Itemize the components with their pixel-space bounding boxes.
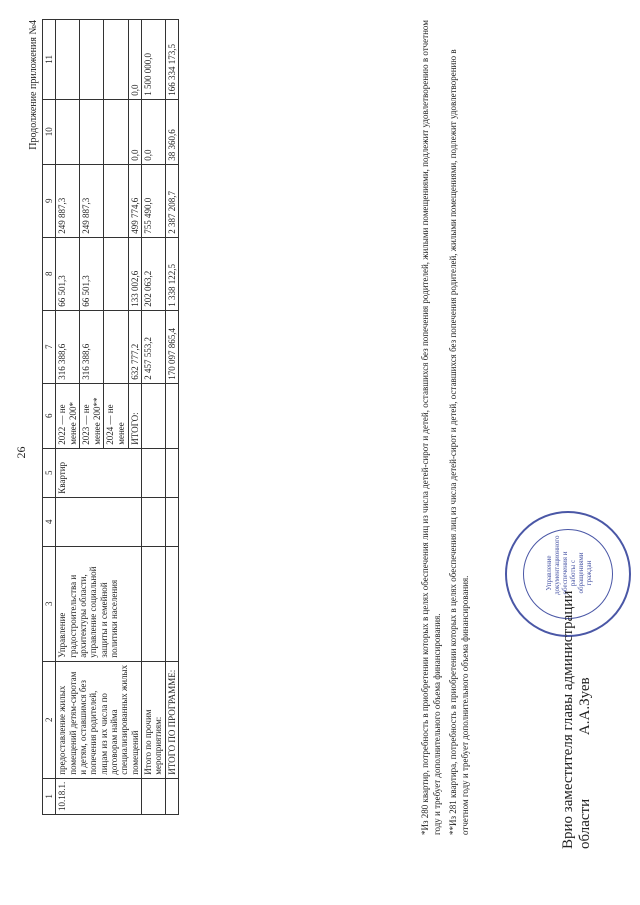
measure-name: предоставление жилых помещений детям-сиротам и детям, оставшимся без попечения родителей, лицам из их числа по договорам найма специализированных жилых помещений	[56, 661, 142, 778]
value-cell: 316 388,6	[80, 310, 104, 383]
value-cell: 66 501,3	[56, 237, 80, 310]
signature-line2	[577, 591, 594, 849]
target-cell	[165, 383, 178, 448]
value-cell: 755 490,0	[142, 164, 166, 237]
value-cell: 1 500 000,0	[142, 20, 166, 100]
header-cell: 8	[43, 237, 56, 310]
header-cell: 3	[43, 546, 56, 661]
value-cell: 0,0	[142, 99, 166, 164]
page-number: 26	[14, 446, 28, 459]
executor	[165, 546, 178, 661]
header-cell: 9	[43, 164, 56, 237]
value-cell: 499 774,6	[128, 164, 142, 237]
header-cell: 6	[43, 383, 56, 448]
value-cell: 170 097 865,4	[165, 310, 178, 383]
measure-name: Итого по прочим мероприятиям:	[142, 661, 166, 778]
unit: Квартир	[56, 448, 142, 497]
signature-title: Врио заместителя главы администрации	[560, 590, 576, 849]
value-cell	[80, 20, 104, 100]
stamp-text: Управление документационного обеспечения и работы с обращениями граждан	[545, 535, 593, 595]
value-cell: 316 388,6	[56, 310, 80, 383]
value-cell	[104, 164, 128, 237]
value-cell	[104, 310, 128, 383]
executor	[142, 546, 166, 661]
unit	[142, 448, 166, 497]
value-cell: 133 002,6	[128, 237, 142, 310]
measure-name: ИТОГО ПО ПРОГРАММЕ:	[165, 661, 178, 778]
signature-block	[560, 591, 593, 849]
value-cell: 202 063,2	[142, 237, 166, 310]
value-cell	[56, 99, 80, 164]
value-cell	[104, 237, 128, 310]
value-cell: 166 334 173,5	[165, 20, 178, 100]
cell-4	[142, 497, 166, 546]
row-number	[165, 778, 178, 814]
value-cell	[56, 20, 80, 100]
header-cell: 5	[43, 448, 56, 497]
cell-4	[56, 497, 142, 546]
target-cell: 2023 — не менее 200**	[80, 383, 104, 448]
executor: Управление градостроительства и архитектуры области, управление социальной защиты и семейной политики населения	[56, 546, 142, 661]
header-row	[43, 20, 56, 815]
header-cell: 7	[43, 310, 56, 383]
value-cell: 38 360,6	[165, 99, 178, 164]
value-cell: 249 887,3	[56, 164, 80, 237]
header-cell: 4	[43, 497, 56, 546]
program-table	[42, 19, 179, 815]
footnote-1: *Из 280 квартир, потребность в приобретении которых в целях обеспечения лиц из числа детей-сирот и детей, оставшихся без попечения родителей, жилыми помещениями, подлежит удовлетворению в отчетном году и требует дополнительного объема финансирования.	[420, 20, 442, 835]
header-cell: 11	[43, 20, 56, 100]
value-cell: 2 457 553,2	[142, 310, 166, 383]
target-cell: ИТОГО:	[128, 383, 142, 448]
value-cell	[80, 99, 104, 164]
table-row	[56, 20, 80, 815]
row-number: 10.18.1.	[56, 778, 142, 814]
target-cell: 2022 — не менее 200*	[56, 383, 80, 448]
cell-4	[165, 497, 178, 546]
signatory-name: А.А.Зуев	[576, 677, 593, 736]
header-cell: 1	[43, 778, 56, 814]
value-cell: 2 387 208,7	[165, 164, 178, 237]
unit	[165, 448, 178, 497]
value-cell: 1 338 122,5	[165, 237, 178, 310]
header-cell: 2	[43, 661, 56, 778]
value-cell: 632 777,2	[128, 310, 142, 383]
continuation-label: Продолжение приложения №4	[28, 20, 39, 150]
table-row	[142, 20, 166, 815]
value-cell: 249 887,3	[80, 164, 104, 237]
value-cell	[104, 20, 128, 100]
value-cell: 0,0	[128, 20, 142, 100]
value-cell: 66 501,3	[80, 237, 104, 310]
table-row	[165, 20, 178, 815]
signature-region: области	[576, 798, 593, 849]
target-cell: 2024 — не менее	[104, 383, 128, 448]
target-cell	[142, 383, 166, 448]
value-cell	[104, 99, 128, 164]
row-number	[142, 778, 166, 814]
value-cell: 0,0	[128, 99, 142, 164]
footnote-2: **Из 281 квартира, потребность в приобретении которых в целях обеспечения лиц из числа детей-сирот и детей, оставшихся без попечения родителей, жилыми помещениями, подлежит удовлетворению в отчетном году и требует дополнительного объема финансирования.	[448, 49, 470, 835]
header-cell: 10	[43, 99, 56, 164]
